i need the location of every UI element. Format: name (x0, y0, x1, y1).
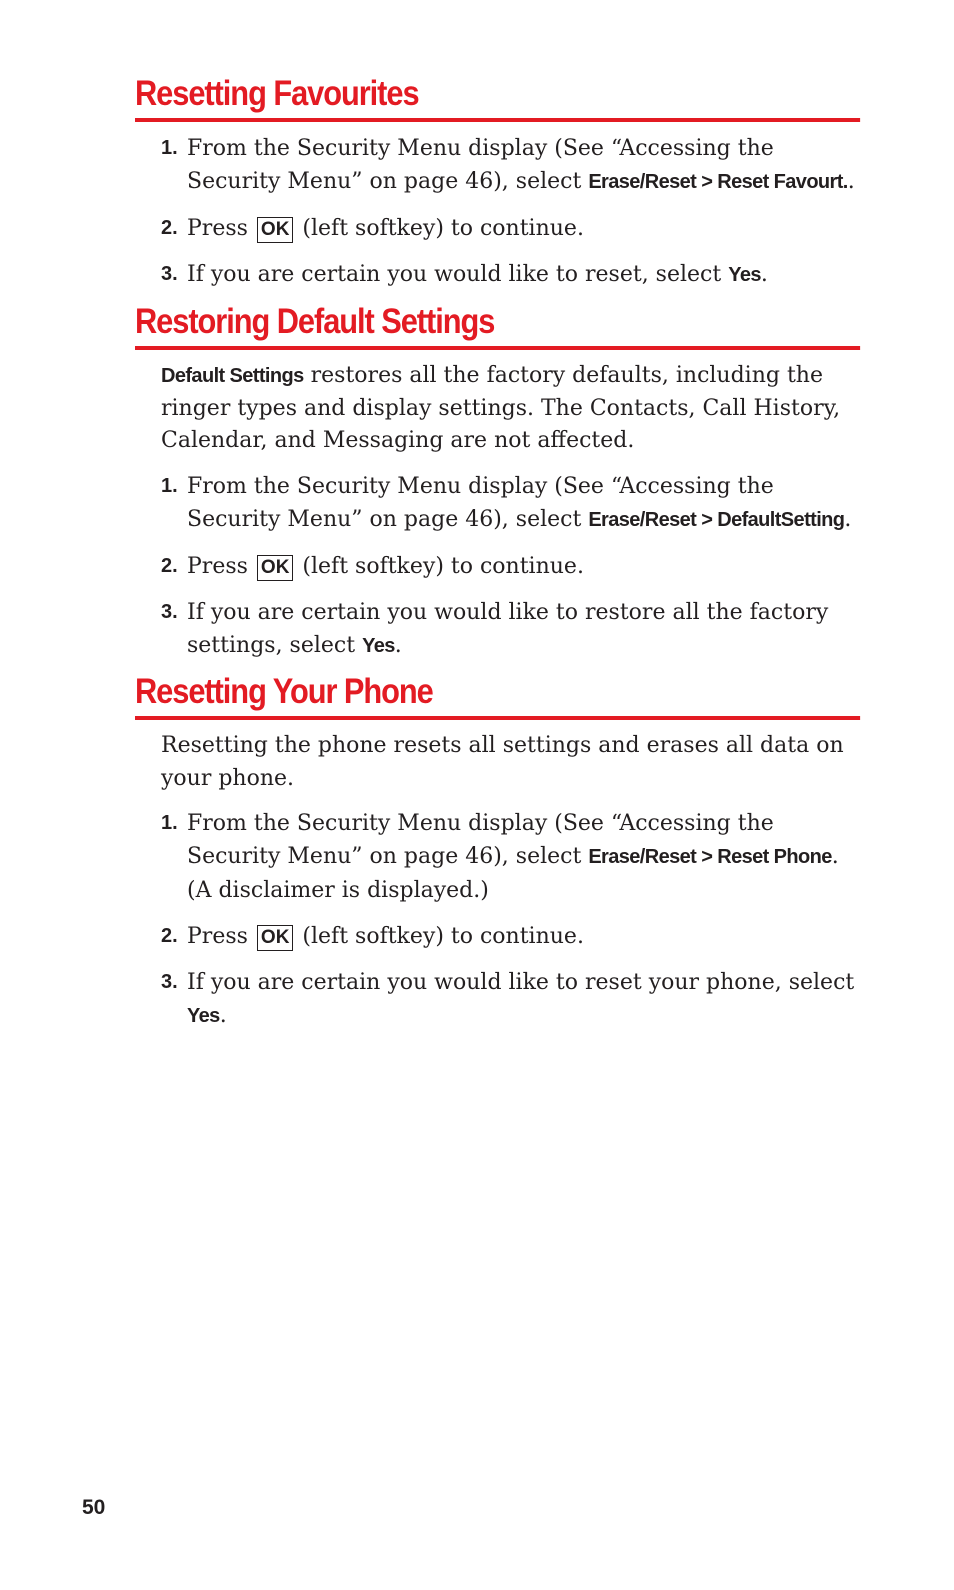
menu-command: Erase/Reset > Reset Favourt. (588, 171, 848, 193)
step-text-end: . (219, 1003, 227, 1028)
intro-paragraph (161, 360, 861, 458)
step-text: From the Security Menu display (See “Accessing the Security Menu” on page 46), select (187, 473, 774, 532)
step-text: From the Security Menu display (See “Accessing the Security Menu” on page 46), select (187, 136, 774, 194)
step-item (135, 132, 867, 199)
step-item (135, 807, 867, 907)
step-text-end: . (760, 262, 768, 287)
step-item (135, 966, 867, 1033)
section-resetting-your-phone (135, 672, 860, 1033)
step-text-end: (left softkey) to continue. (295, 553, 584, 579)
menu-command: Yes (187, 1005, 220, 1027)
section-heading: Resetting Favourites (135, 74, 860, 122)
menu-command: Yes (728, 264, 761, 286)
step-text: Press (187, 553, 255, 579)
step-item (135, 920, 867, 953)
step-item (135, 470, 867, 537)
ok-key-icon: OK (257, 555, 294, 581)
step-item (135, 212, 867, 245)
step-text: From the Security Menu display (See “Accessing the Security Menu” on page 46), select (187, 811, 774, 869)
step-text: Press (187, 924, 255, 949)
step-number: 1. (161, 137, 178, 159)
page-number: 50 (82, 1496, 106, 1519)
step-text-end: . (394, 632, 402, 658)
intro-bold: Default Settings (161, 365, 304, 387)
section-heading: Restoring Default Settings (135, 302, 860, 350)
step-number: 1. (161, 474, 178, 497)
step-text-end: . (847, 169, 855, 194)
step-number: 1. (161, 812, 178, 834)
step-item (135, 596, 867, 663)
step-text: Press (187, 216, 255, 241)
step-text-end: . (844, 506, 852, 532)
step-text: If you are certain you would like to reset, select (187, 262, 729, 287)
ok-key-icon: OK (257, 925, 294, 951)
intro-text: restores all the factory defaults, including the ringer types and display settings. The Contacts, Call History, Calendar, and Messaging are not affected. (161, 363, 841, 453)
step-number: 3. (161, 971, 178, 993)
step-number: 3. (161, 263, 178, 285)
step-number: 3. (161, 600, 178, 623)
step-number: 2. (161, 925, 178, 947)
step-number: 2. (161, 554, 178, 577)
step-note: (A disclaimer is displayed.) (187, 878, 489, 903)
step-text-end: . (831, 844, 839, 869)
step-item (135, 550, 867, 583)
menu-command: Erase/Reset > Reset Phone (588, 846, 832, 868)
step-text-end: (left softkey) to continue. (295, 924, 584, 949)
step-text-end: (left softkey) to continue. (295, 216, 584, 241)
menu-command: Erase/Reset > DefaultSetting (588, 508, 845, 531)
menu-command: Yes (362, 634, 395, 657)
section-resetting-favourites (135, 74, 860, 292)
step-text: If you are certain you would like to reset your phone, select (187, 970, 855, 995)
ok-key-icon: OK (257, 217, 294, 243)
step-number: 2. (161, 217, 178, 239)
step-text: If you are certain you would like to restore all the factory settings, select (187, 599, 829, 658)
section-restoring-default-settings (135, 302, 860, 663)
step-item (135, 258, 867, 292)
section-heading: Resetting Your Phone (135, 672, 860, 720)
intro-paragraph: Resetting the phone resets all settings and erases all data on your phone. (161, 733, 844, 791)
